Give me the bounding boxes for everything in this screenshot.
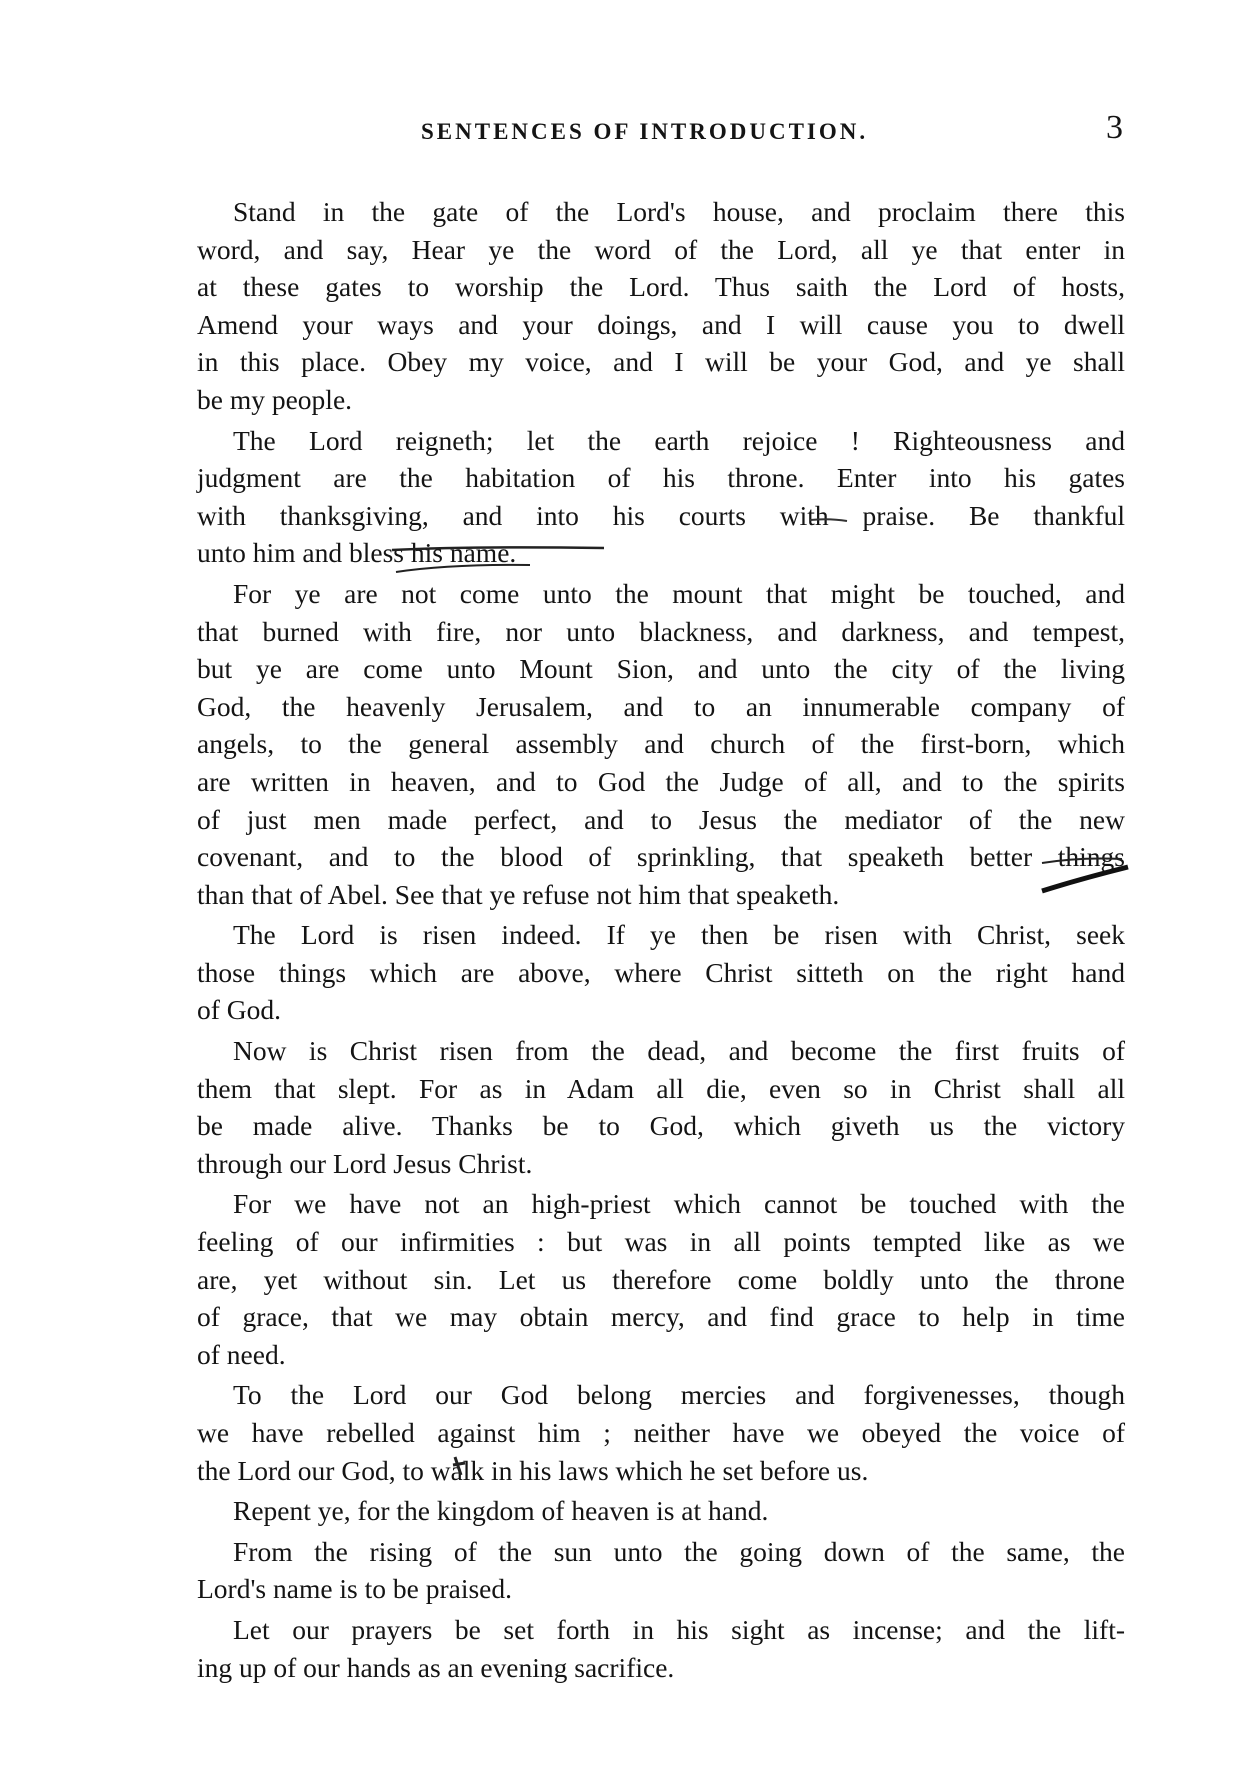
paragraph xyxy=(197,422,1125,572)
paragraph xyxy=(197,575,1125,913)
text-line: of need. xyxy=(197,1338,286,1370)
text-line: are, yet without sin. Let us therefore come boldly unto the throne xyxy=(197,1263,1125,1295)
text-line: through our Lord Jesus Christ. xyxy=(197,1147,533,1179)
paragraph xyxy=(197,1492,1125,1530)
page-number: 3 xyxy=(1106,109,1123,146)
text-line: than that of Abel. See that ye refuse not him that speaketh. xyxy=(197,878,840,910)
paragraph xyxy=(197,1376,1125,1489)
text-line: we have rebelled against him ; neither have we obeyed the voice of xyxy=(197,1417,1125,1448)
text-line: are written in heaven, and to God the Judge of all, and to the spirits xyxy=(197,765,1125,797)
text-line: God, the heavenly Jerusalem, and to an innumerable company of xyxy=(197,690,1125,722)
text-line: Let our prayers be set forth in his sight as incense; and the lift- xyxy=(233,1613,1125,1645)
text-line: Now is Christ risen from the dead, and become the first fruits of xyxy=(233,1035,1125,1067)
text-line: of God. xyxy=(197,994,282,1026)
paragraph xyxy=(197,1611,1125,1686)
text-line: them that slept. For as in Adam all die, even so in Christ shall all xyxy=(197,1072,1125,1104)
text-line: in this place. Obey my voice, and I will be your God, and ye shall xyxy=(197,346,1125,378)
text-line: For ye are not come unto the mount that might be touched, and xyxy=(233,577,1125,609)
text-line: those things which are above, where Christ sitteth on the right hand xyxy=(197,956,1125,988)
text-line: be my people. xyxy=(197,383,353,415)
text-line: be made alive. Thanks be to God, which giveth us the victory xyxy=(197,1110,1125,1142)
text-line: Lord's name is to be praised. xyxy=(197,1573,513,1605)
text-line: of just men made perfect, and to Jesus the mediator of the new xyxy=(197,803,1125,835)
text-line: with thanksgiving, and into his courts with praise. Be thankful xyxy=(197,499,1125,531)
text-line: angels, to the general assembly and church of the first-born, which xyxy=(197,728,1125,760)
text-line: judgment are the habitation of his throne. Enter into his gates xyxy=(197,462,1125,494)
text-line: but ye are come unto Mount Sion, and unto the city of the living xyxy=(197,653,1125,685)
text-line: ing up of our hands as an evening sacrifice. xyxy=(197,1651,675,1683)
paragraph xyxy=(197,1533,1125,1608)
text-line: From the rising of the sun unto the going down of the same, the xyxy=(233,1535,1125,1567)
text-line: The Lord is risen indeed. If ye then be risen with Christ, seek xyxy=(233,919,1125,951)
running-header xyxy=(198,109,1123,153)
text-line: Amend your ways and your doings, and I will cause you to dwell xyxy=(197,308,1125,340)
paragraph xyxy=(197,916,1125,1029)
text-line: The Lord reigneth; let the earth rejoice ! Righteousness and xyxy=(233,424,1125,456)
text-line: feeling of our infirmities : but was in all points tempted like as we xyxy=(197,1226,1125,1258)
page-body xyxy=(197,193,1125,1689)
text-line: of grace, that we may obtain mercy, and find grace to help in time xyxy=(197,1301,1125,1333)
text-line: the Lord our God, to walk in his laws which he set before us. xyxy=(197,1454,869,1486)
text-line: at these gates to worship the Lord. Thus saith the Lord of hosts, xyxy=(197,271,1125,303)
paragraph xyxy=(197,1185,1125,1373)
paragraph xyxy=(197,193,1125,419)
text-line: covenant, and to the blood of sprinkling, that speaketh better things xyxy=(197,841,1125,873)
text-line: To the Lord our God belong mercies and forgivenesses, though xyxy=(233,1379,1125,1411)
text-line: that burned with fire, nor unto blackness, and darkness, and tempest, xyxy=(197,615,1125,647)
running-title: SENTENCES OF INTRODUCTION. xyxy=(421,119,869,144)
text-line: Stand in the gate of the Lord's house, and proclaim there this xyxy=(233,196,1125,227)
text-line: word, and say, Hear ye the word of the Lord, all ye that enter in xyxy=(197,233,1125,265)
text-line: Repent ye, for the kingdom of heaven is at hand. xyxy=(233,1495,769,1527)
text-line: For we have not an high-priest which cannot be touched with the xyxy=(233,1188,1125,1220)
paragraph xyxy=(197,1032,1125,1182)
text-line: unto him and bless his name. xyxy=(197,537,517,569)
